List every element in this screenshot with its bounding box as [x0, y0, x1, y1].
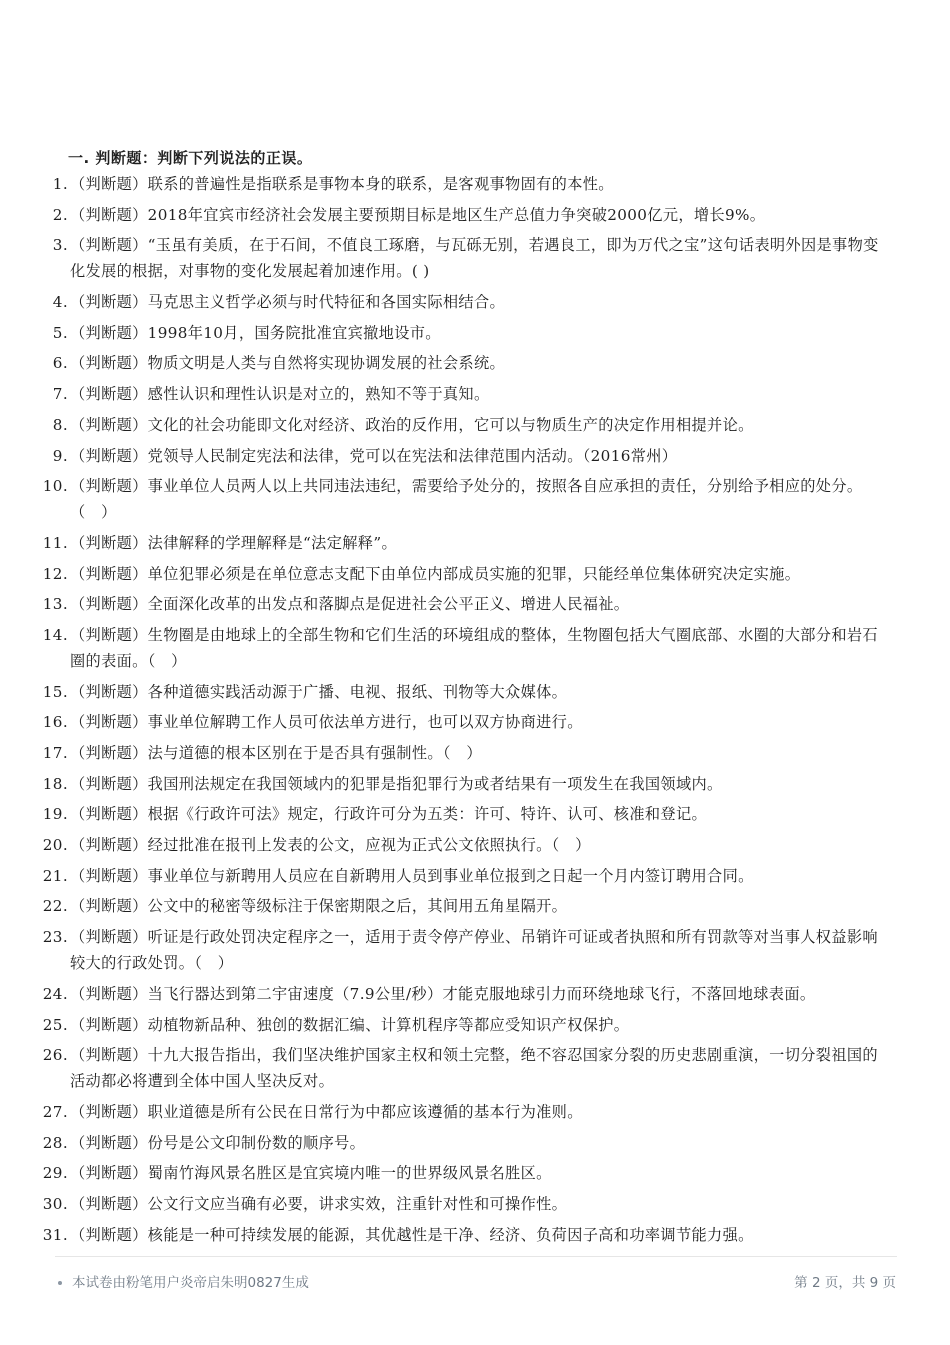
question-item [40, 591, 880, 617]
question-item [40, 1222, 880, 1248]
question-item [40, 1160, 880, 1186]
section-title: 一. 判断题：判断下列说法的正误。 [68, 149, 313, 167]
question-number: 25 . [40, 1012, 68, 1038]
question-number: 21 . [40, 863, 68, 889]
question-item [40, 232, 880, 284]
question-number: 19 . [40, 801, 68, 827]
question-number: 1 . [40, 171, 68, 197]
bullet-icon [58, 1281, 62, 1285]
question-number: 28 . [40, 1130, 68, 1156]
question-text: （判断题）生物圈是由地球上的全部生物和它们生活的环境组成的整体，生物圈包括大气圈底部、水圈的大部分和岩石圈的表面。（ ） [70, 625, 878, 670]
question-text: （判断题）法律解释的学理解释是“法定解释”。 [70, 533, 397, 552]
question-item [40, 171, 880, 197]
question-text: （判断题）听证是行政处罚决定程序之一，适用于责令停产停业、吊销许可证或者执照和所有罚款等对当事人权益影响较大的行政处罚。（ ） [70, 928, 878, 973]
question-text: （判断题）各种道德实践活动源于广播、电视、报纸、刊物等大众媒体。 [70, 682, 568, 701]
question-text: （判断题）事业单位与新聘用人员应在自新聘用人员到事业单位报到之日起一个月内签订聘用合同。 [70, 866, 754, 885]
question-item [40, 443, 880, 469]
question-text: （判断题）事业单位解聘工作人员可依法单方进行，也可以双方协商进行。 [70, 713, 583, 732]
question-item [40, 771, 880, 797]
question-text: （判断题）2018年宜宾市经济社会发展主要预期目标是地区生产总值力争突破2000亿元，增长9%。 [70, 205, 766, 224]
question-item [40, 801, 880, 827]
question-text: （判断题）我国刑法规定在我国领域内的犯罪是指犯罪行为或者结果有一项发生在我国领域内。 [70, 774, 723, 793]
question-item [40, 289, 880, 315]
question-number: 30 . [40, 1191, 68, 1217]
question-number: 15 . [40, 679, 68, 705]
question-text: （判断题）联系的普遍性是指联系是事物本身的联系，是客观事物固有的本性。 [70, 175, 614, 193]
question-number: 9 . [40, 443, 68, 469]
question-item [40, 473, 880, 525]
question-number: 23 . [40, 924, 68, 976]
question-text: （判断题）感性认识和理性认识是对立的，熟知不等于真知。 [70, 385, 490, 404]
question-text: （判断题）党领导人民制定宪法和法律，党可以在宪法和法律范围内活动。（2016常州） [70, 446, 678, 465]
question-text: （判断题）十九大报告指出，我们坚决维护国家主权和领土完整，绝不容忍国家分裂的历史悲剧重演，一切分裂祖国的活动都必将遭到全体中国人坚决反对。 [70, 1046, 878, 1091]
question-number: 6 . [40, 350, 68, 376]
question-text: （判断题）根据《行政许可法》规定，行政许可分为五类：许可、特许、认可、核准和登记。 [70, 805, 708, 824]
question-item [40, 381, 880, 407]
question-number: 4 . [40, 289, 68, 315]
question-item [40, 863, 880, 889]
footer-generated-note [58, 1271, 309, 1291]
question-text: （判断题）动植物新品种、独创的数据汇编、计算机程序等都应受知识产权保护。 [70, 1015, 630, 1034]
question-number: 20 . [40, 832, 68, 858]
question-item [40, 561, 880, 587]
question-number: 11 . [40, 530, 68, 556]
question-item [40, 1042, 880, 1094]
question-item [40, 412, 880, 438]
question-text: （判断题）核能是一种可持续发展的能源，其优越性是干净、经济、负荷因子高和功率调节能力强。 [70, 1225, 754, 1244]
question-number: 7 . [40, 381, 68, 407]
question-item [40, 679, 880, 705]
question-number: 26 . [40, 1042, 68, 1094]
footer-left-text: 本试卷由粉笔用户炎帝启朱明0827生成 [72, 1275, 309, 1291]
question-number: 10 . [40, 473, 68, 525]
question-text: （判断题）单位犯罪必须是在单位意志支配下由单位内部成员实施的犯罪，只能经单位集体研究决定实施。 [70, 564, 801, 583]
question-number: 8 . [40, 412, 68, 438]
question-text: （判断题）马克思主义哲学必须与时代特征和各国实际相结合。 [70, 293, 506, 312]
question-item [40, 350, 880, 376]
question-item [40, 981, 880, 1007]
question-item [40, 320, 880, 346]
question-text: （判断题）文化的社会功能即文化对经济、政治的反作用，它可以与物质生产的决定作用相提并论。 [70, 415, 754, 434]
question-text: （判断题）当飞行器达到第二宇宙速度（7.9公里/秒）才能克服地球引力而环绕地球飞行，不落回地球表面。 [70, 984, 816, 1003]
question-text: （判断题）事业单位人员两人以上共同违法违纪，需要给予处分的，按照各自应承担的责任，分别给予相应的处分。（ ） [70, 477, 863, 522]
question-number: 12 . [40, 561, 68, 587]
question-number: 16 . [40, 709, 68, 735]
question-text: （判断题）公文行文应当确有必要，讲求实效，注重针对性和可操作性。 [70, 1194, 568, 1213]
question-item [40, 622, 880, 674]
question-list [40, 171, 880, 1252]
question-item [40, 1012, 880, 1038]
question-item [40, 740, 880, 766]
question-text: （判断题）公文中的秘密等级标注于保密期限之后，其间用五角星隔开。 [70, 897, 568, 916]
question-text: （判断题）职业道德是所有公民在日常行为中都应该遵循的基本行为准则。 [70, 1102, 583, 1121]
question-item [40, 709, 880, 735]
question-number: 22 . [40, 893, 68, 919]
question-number: 13 . [40, 591, 68, 617]
page-indicator: 第 2 页，共 9 页 [794, 1275, 896, 1291]
question-number: 18 . [40, 771, 68, 797]
question-number: 5 . [40, 320, 68, 346]
question-item [40, 893, 880, 919]
question-number: 14 . [40, 622, 68, 674]
question-number: 27 . [40, 1099, 68, 1125]
question-item [40, 530, 880, 556]
question-text: （判断题）1998年10月，国务院批准宜宾撤地设市。 [70, 323, 441, 342]
footer-divider [55, 1256, 897, 1257]
question-text: （判断题）蜀南竹海风景名胜区是宜宾境内唯一的世界级风景名胜区。 [70, 1164, 552, 1183]
question-item [40, 1130, 880, 1156]
question-number: 3 . [40, 232, 68, 284]
question-item [40, 1191, 880, 1217]
question-text: （判断题）经过批准在报刊上发表的公文，应视为正式公文依照执行。（ ） [70, 836, 591, 855]
question-item [40, 924, 880, 976]
question-text: （判断题）全面深化改革的出发点和落脚点是促进社会公平正义、增进人民福祉。 [70, 595, 630, 614]
question-number: 2 . [40, 202, 68, 228]
question-item [40, 202, 880, 228]
question-number: 17 . [40, 740, 68, 766]
question-text: （判断题）物质文明是人类与自然将实现协调发展的社会系统。 [70, 354, 506, 373]
question-text: （判断题）份号是公文印制份数的顺序号。 [70, 1133, 366, 1152]
question-number: 31 . [40, 1222, 68, 1248]
question-number: 29 . [40, 1160, 68, 1186]
question-number: 24 . [40, 981, 68, 1007]
question-item [40, 832, 880, 858]
question-text: （判断题）“玉虽有美质，在于石间，不值良工琢磨，与瓦砾无别，若遇良工，即为万代之宝”这句话表明外因是事物变化发展的根据，对事物的变化发展起着加速作用。( ) [70, 236, 879, 281]
question-text: （判断题）法与道德的根本区别在于是否具有强制性。（ ） [70, 744, 482, 762]
question-item [40, 1099, 880, 1125]
